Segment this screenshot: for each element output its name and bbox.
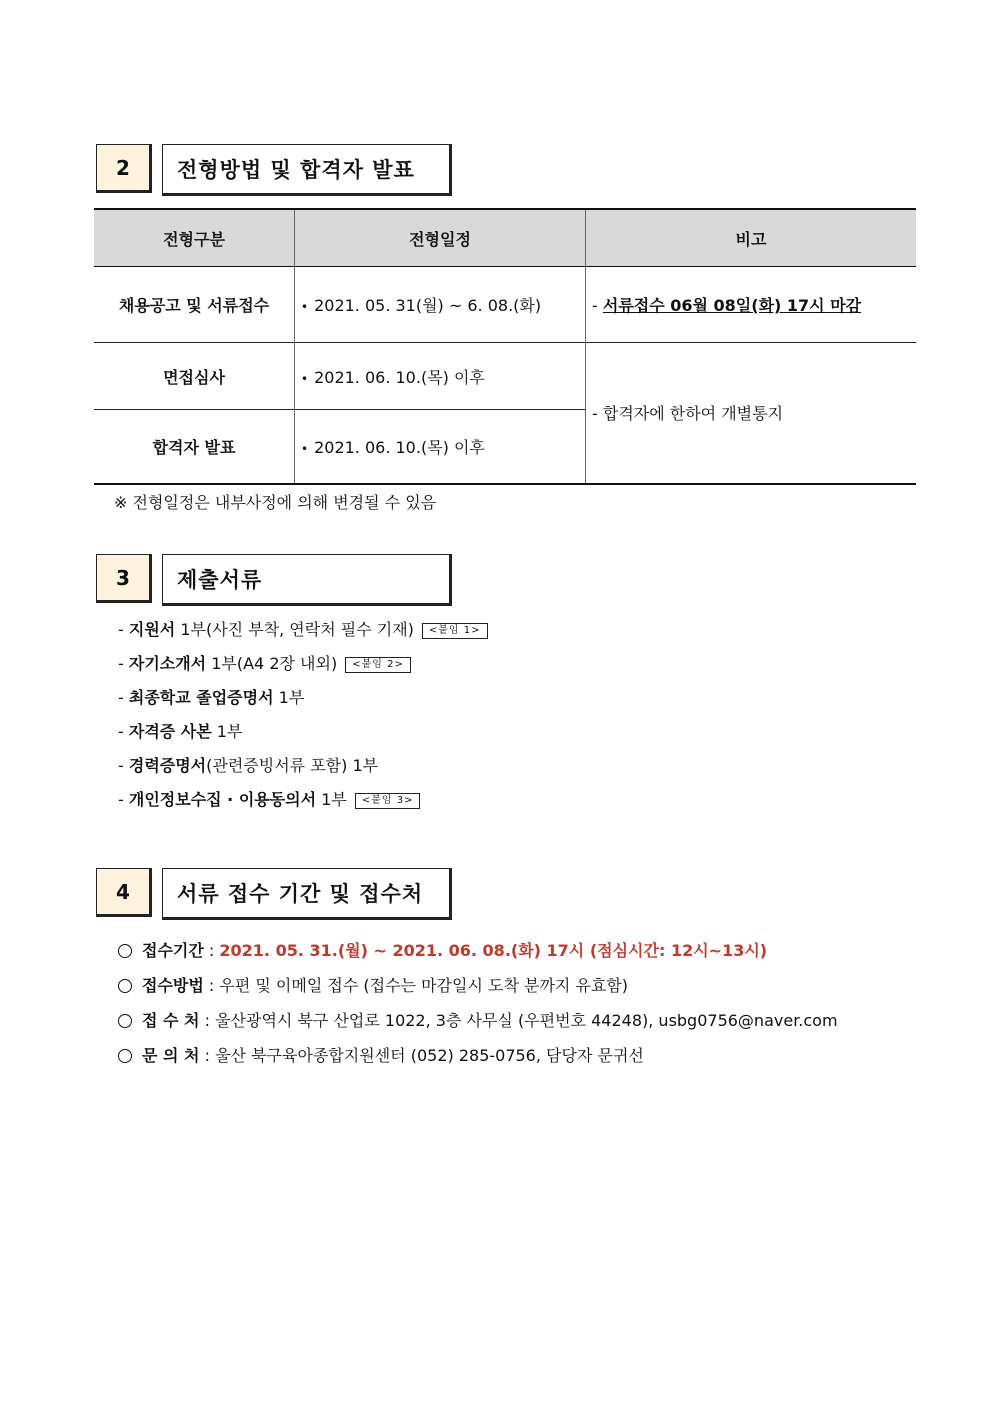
section-title: 서류 접수 기간 및 접수처 [162, 868, 452, 920]
info-row [118, 1043, 838, 1078]
circle-bullet-icon [118, 944, 132, 958]
doc-name: 경력증명서 [128, 756, 207, 775]
row-schedule [295, 343, 586, 410]
bullet: • [301, 300, 309, 314]
row-type: 채용공고 및 서류접수 [94, 267, 295, 343]
section-number: 4 [96, 868, 152, 917]
doc-name: 자기소개서 [128, 654, 207, 673]
section-number: 2 [96, 144, 152, 193]
dash: - [118, 688, 129, 707]
info-value: 울산 북구육아종합지원센터 (052) 285-0756, 담당자 문귀선 [215, 1046, 644, 1065]
doc-detail: (관련증빙서류 포함) 1부 [206, 756, 379, 775]
section-3-header [96, 554, 452, 606]
info-value: 우편 및 이메일 접수 (접수는 마감일시 도착 분까지 유효함) [219, 976, 629, 995]
table-row [94, 343, 916, 410]
dash: - [118, 654, 129, 673]
row-type: 면접심사 [94, 343, 295, 410]
info-row [118, 973, 838, 1008]
list-item [118, 686, 488, 720]
info-row [118, 938, 838, 973]
doc-detail: 1부 [316, 790, 347, 809]
list-item [118, 618, 488, 652]
schedule-text: 2021. 06. 10.(목) 이후 [314, 367, 485, 387]
column-header: 전형일정 [295, 209, 586, 267]
bullet: • [301, 371, 309, 386]
deadline-note: 서류접수 06월 08일(화) 17시 마감 [602, 296, 862, 315]
doc-detail: 1부 [211, 722, 243, 741]
row-type: 합격자 발표 [94, 410, 295, 484]
doc-detail: 1부(A4 2장 내외) [206, 654, 338, 673]
attachment-tag: <붙임 2> [345, 657, 411, 673]
info-row [118, 1008, 838, 1043]
dash: - [118, 722, 129, 741]
doc-detail: 1부 [273, 688, 305, 707]
info-value: 울산광역시 북구 산업로 1022, 3층 사무실 (우편번호 44248), usbg0756@naver.com [215, 1011, 838, 1030]
info-label: 접수방법 [142, 976, 204, 995]
dash: - [118, 790, 129, 809]
table-header-row [94, 209, 916, 267]
merged-note: - 합격자에 한하여 개별통지 [586, 343, 917, 484]
section-4-header [96, 868, 452, 920]
section-number: 3 [96, 554, 152, 603]
doc-name: 자격증 사본 [128, 722, 212, 741]
section-title: 전형방법 및 합격자 발표 [162, 144, 452, 196]
doc-detail: 1부(사진 부착, 연락처 필수 기재) [175, 620, 414, 639]
row-schedule [295, 267, 586, 343]
info-sep: : [199, 1046, 216, 1065]
list-item [118, 720, 488, 754]
schedule-footnote: ※ 전형일정은 내부사정에 의해 변경될 수 있음 [114, 493, 437, 512]
section-title: 제출서류 [162, 554, 452, 606]
schedule-text: 2021. 05. 31(월) ~ 6. 08.(화) [314, 296, 542, 315]
info-sep: : [203, 976, 220, 995]
info-label: 문 의 처 [142, 1046, 200, 1065]
row-schedule [295, 410, 586, 484]
attachment-tag: <붙임 1> [422, 623, 488, 639]
column-header: 전형구분 [94, 209, 295, 267]
column-header: 비고 [586, 209, 917, 267]
attachment-tag: <붙임 3> [355, 793, 421, 809]
circle-bullet-icon [118, 979, 132, 993]
doc-name: 지원서 [128, 620, 176, 639]
dash: - [118, 756, 129, 775]
list-item [118, 788, 488, 822]
info-label: 접수기간 [142, 941, 204, 960]
documents-list [118, 618, 488, 822]
info-value: 2021. 05. 31.(월) ~ 2021. 06. 08.(화) 17시 (점심시간: 12시~13시) [219, 941, 768, 960]
list-item [118, 754, 488, 788]
doc-name: 개인정보수집 · 이용동의서 [128, 790, 317, 809]
table-row [94, 267, 916, 343]
info-sep: : [203, 941, 220, 960]
bullet: • [301, 441, 309, 456]
info-sep: : [199, 1011, 216, 1030]
dash: - [118, 620, 129, 639]
circle-bullet-icon [118, 1014, 132, 1028]
submission-info [118, 938, 838, 1078]
schedule-table [94, 208, 916, 485]
row-note [586, 267, 917, 343]
section-2-header [96, 144, 452, 196]
info-label: 접 수 처 [142, 1011, 200, 1030]
schedule-text: 2021. 06. 10.(목) 이후 [314, 437, 485, 457]
doc-name: 최종학교 졸업증명서 [128, 688, 274, 707]
circle-bullet-icon [118, 1049, 132, 1063]
note-dash: - [592, 296, 603, 315]
list-item [118, 652, 488, 686]
